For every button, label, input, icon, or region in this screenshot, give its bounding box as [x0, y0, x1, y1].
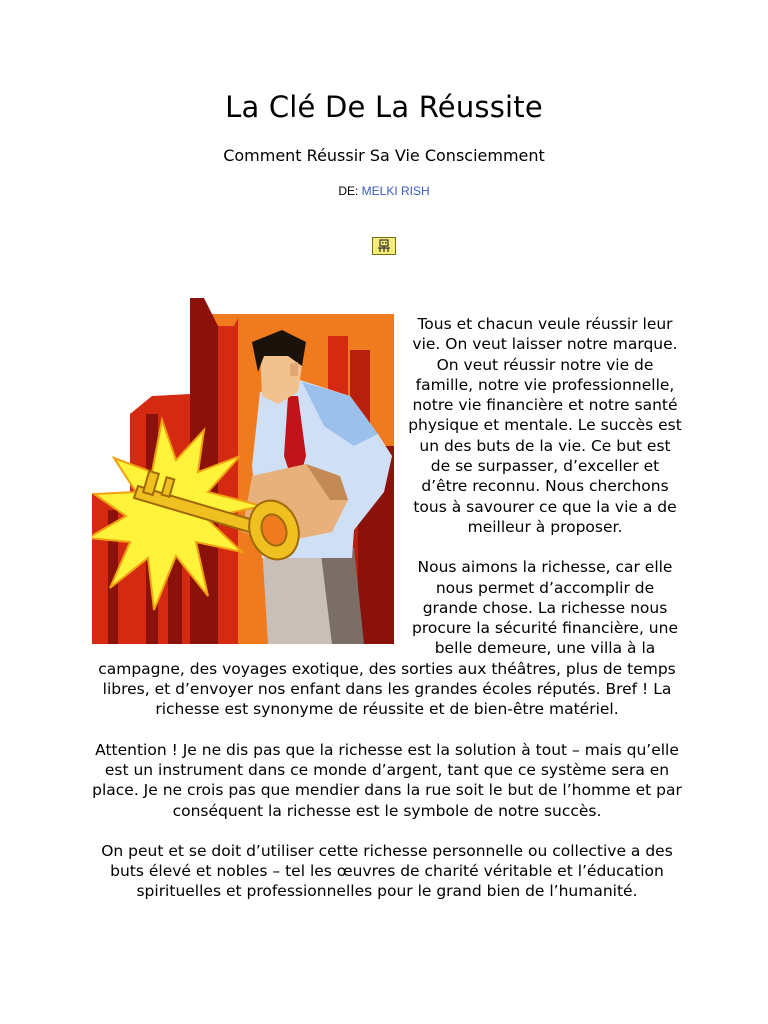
paragraph-1: Tous et chacun veule réussir leur vie. On veut laisser notre marque. On veut réussir notre vie de famille, notre vie professionnelle, notre vie financière et notre santé physique et mentale. Le succès est un des buts de la vie. Ce but est de se surpasser, d’exceller et d’être reconnu. Nous cherchons tous à savourer ce que la vie a de meilleur à proposer.	[408, 315, 682, 536]
document-title: La Clé De La Réussite	[225, 90, 543, 124]
article-body	[92, 314, 682, 922]
document-subtitle: Comment Réussir Sa Vie Consciemment	[223, 146, 545, 165]
badge-icon	[372, 237, 396, 255]
paragraph-3: Attention ! Je ne dis pas que la richesse est la solution à tout – mais qu’elle est un instrument dans ce monde d’argent, tant que ce système sera en place. Je ne crois pas que mendier dans la rue soit le but de l’homme et par conséquent la richesse est le symbole de notre succès.	[92, 740, 682, 820]
author-name-link[interactable]: MELKI RISH	[361, 184, 430, 198]
author-line	[0, 184, 768, 198]
paragraph-4: On peut et se doit d’utiliser cette richesse personnelle ou collective a des buts élevé et nobles – tel les œuvres de charité véritable et l’éducation spirituelles et professionnelles pour le grand bien de l’humanité.	[101, 841, 673, 901]
paragraph-2: Nous aimons la richesse, car elle nous permet d’accomplir de grande chose. La richesse nous procure la sécurité financière, une belle demeure, une villa à la campagne, des voyages exotique, des sorties aux théâtres, plus de temps libres, et d’envoyer nos enfant dans les grandes écoles réputés. Bref ! La richesse est synonyme de réussite et de bien-être matériel.	[98, 558, 678, 719]
illustration-spacer	[92, 314, 408, 644]
author-prefix: DE:	[338, 184, 359, 198]
